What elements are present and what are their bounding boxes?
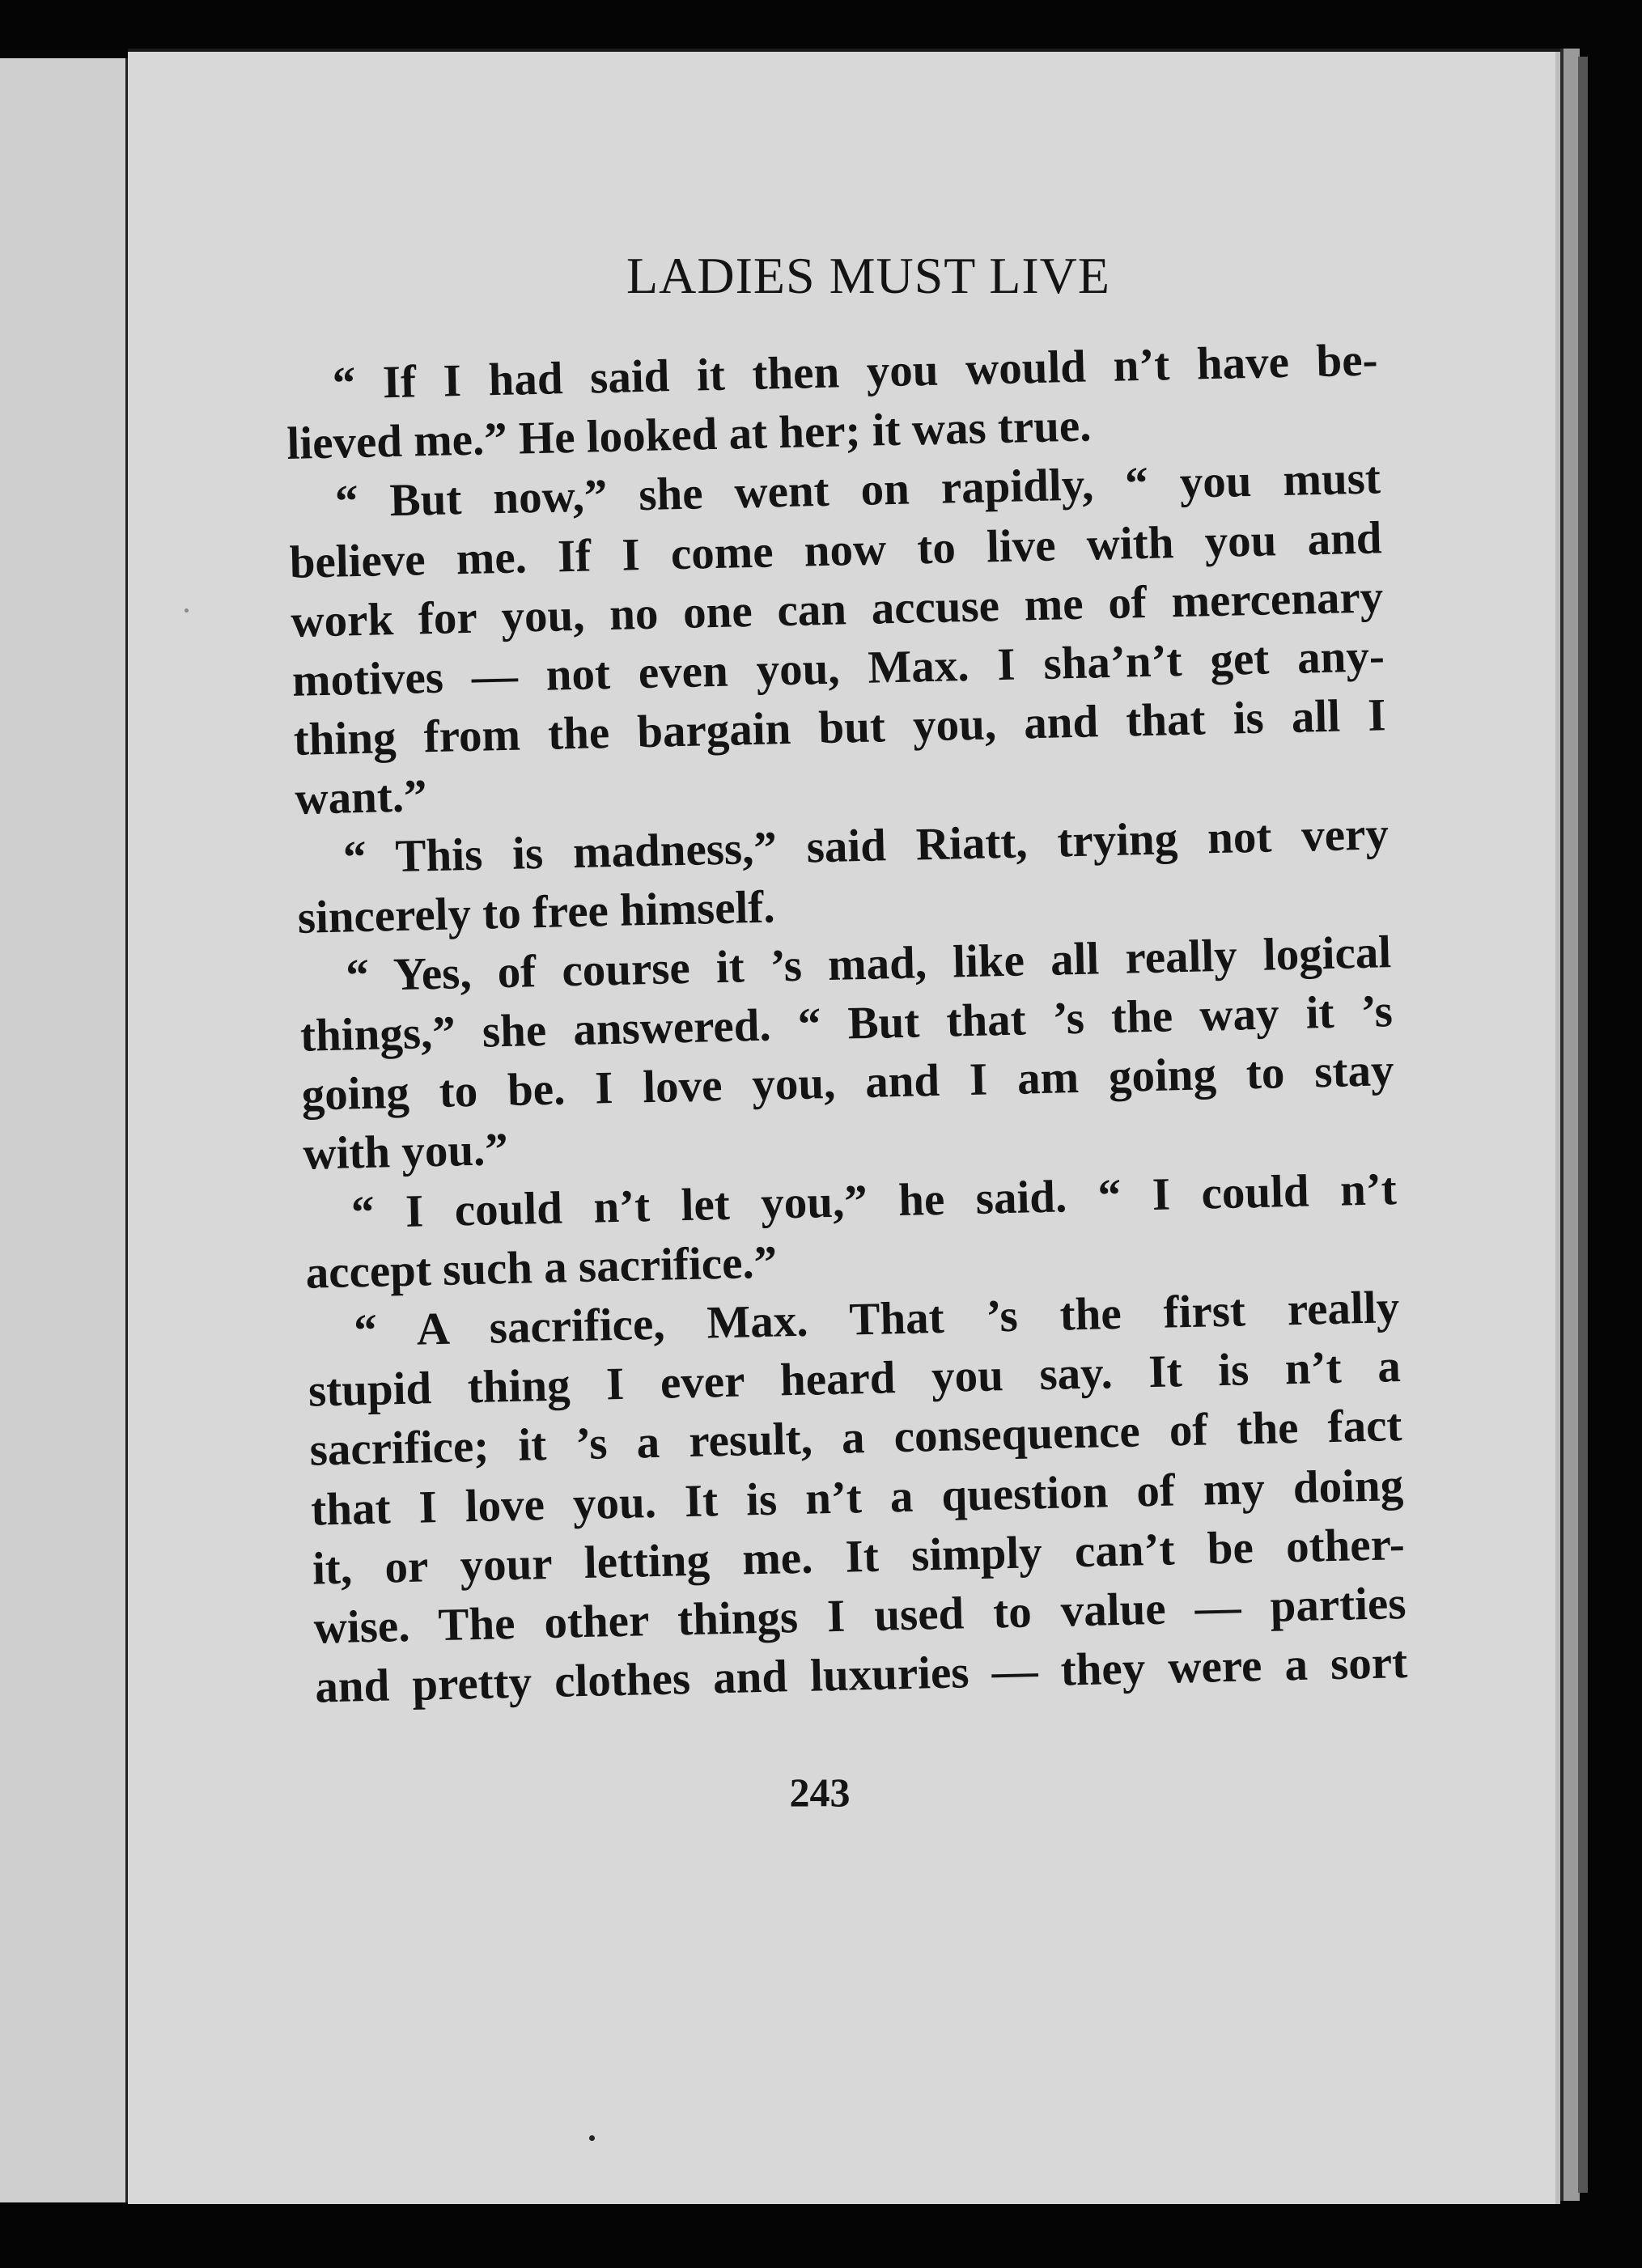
text-line: accept such a sacrifice.” bbox=[305, 1236, 778, 1299]
previous-page-edge bbox=[0, 58, 128, 2202]
text-line: sacrifice; it ’s a result, a consequence of the fact bbox=[309, 1400, 1403, 1477]
text-line: things,” she answered. “ But that ’s the way it ’s bbox=[299, 986, 1394, 1062]
text-line: “ A sacrifice, Max. That ’s the first really bbox=[353, 1282, 1400, 1357]
text-line: and pretty clothes and luxuries — they were a sort bbox=[314, 1637, 1408, 1713]
page-right-edge bbox=[1560, 49, 1580, 2201]
text-line: “ But now,” she went on rapidly, “ you must bbox=[334, 452, 1381, 528]
text-line: want.” bbox=[294, 770, 428, 825]
text-line: thing from the bargain but you, and that is all I bbox=[293, 689, 1387, 765]
page-number: 243 bbox=[789, 1770, 851, 1815]
text-line: wise. The other things I used to value — parties bbox=[312, 1577, 1407, 1654]
text-line: “ This is madness,” said Riatt, trying not very bbox=[342, 808, 1390, 884]
text-line: work for you, no one can accuse me of mercenary bbox=[290, 571, 1384, 647]
ink-speck bbox=[589, 2135, 595, 2141]
text-line: motives — not even you, Max. I sha’n’t get any- bbox=[291, 630, 1385, 706]
text-line: it, or your letting me. It simply can’t be other- bbox=[312, 1518, 1406, 1595]
ink-speck bbox=[185, 608, 189, 613]
text-line: believe me. If I come now to live with you and bbox=[289, 511, 1383, 588]
text-line: “ If I had said it then you would n’t have be- bbox=[332, 334, 1379, 409]
text-line: “ Yes, of course it ’s mad, like all really logical bbox=[345, 926, 1392, 1002]
text-line: lieved me.” He looked at her; it was true. bbox=[286, 400, 1093, 470]
text-line: “ I could n’t let you,” he said. “ I could n’t bbox=[350, 1163, 1398, 1239]
body-text bbox=[285, 330, 1408, 1717]
running-head: LADIES MUST LIVE bbox=[626, 247, 1110, 304]
text-line: stupid thing I ever heard you say. It is n’t a bbox=[308, 1341, 1402, 1417]
text-line: with you.” bbox=[302, 1124, 509, 1181]
text-line: sincerely to free himself. bbox=[297, 881, 776, 943]
text-line: that I love you. It is n’t a question of my doing bbox=[310, 1459, 1404, 1536]
book-cover-edge bbox=[1578, 57, 1588, 2193]
text-line: going to be. I love you, and I am going to stay bbox=[301, 1045, 1395, 1121]
book-page bbox=[128, 49, 1560, 2204]
